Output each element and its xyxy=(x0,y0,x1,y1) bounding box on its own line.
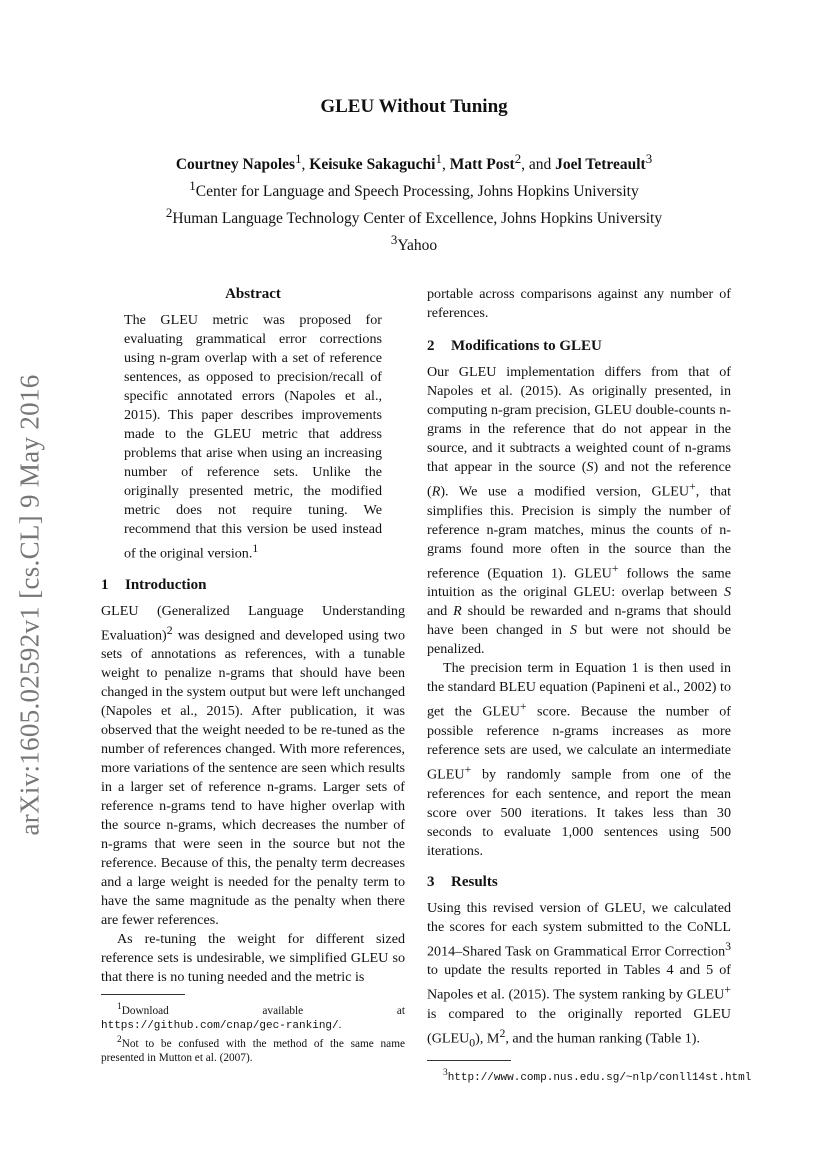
footnote-1-link[interactable]: https://github.com/cnap/gec-ranking/ xyxy=(101,1020,339,1033)
footnote-rule xyxy=(101,994,185,995)
section-heading-modifications: 2 Modifications to GLEU xyxy=(427,338,602,354)
author-3: Matt Post xyxy=(449,156,515,174)
modifications-paragraph-1: Our GLEU implementation differs from that of Napoles et al. (2015). As originally presented, in computing n-gram precision, GLEU double-counts n-grams in the reference that do not appear in the source, and it subtracts a weighted count of n-grams that appear in the source (S) and not the reference (R). We use a modified version, GLEU+, that simplifies this. Precision is simply the number of reference n-gram matches, minus the counts of n-grams found more often in the source than the reference (Equation 1). GLEU+ follows the same intuition as the original GLEU: overlap between S and R should be rewarded and n-grams that should have been changed in S but were not should be penalized. xyxy=(427,364,732,658)
intro-continued: portable across comparisons against any number of references. xyxy=(427,286,731,321)
left-column xyxy=(101,285,405,1065)
footnote-rule-right xyxy=(427,1060,511,1061)
arxiv-watermark: arXiv:1605.02592v1 [cs.CL] 9 May 2016 xyxy=(14,374,45,836)
abstract-text: The GLEU metric was proposed for evaluating grammatical error corrections using n-gram overlap with a set of reference sentences, as opposed to precision/recall of specific annotated errors (Napoles et al., 2015). This paper describes improvements made to the GLEU metric that address problems that arise when using an increasing number of reference sets. Unlike the originally presented metric, the modified metric does not require tuning. We recommend that this version be used instead of the original version.$^1$ xyxy=(124,312,382,562)
intro-paragraph-1: GLEU (Generalized Language Understanding Evaluation)$^2$ was designed and developed using two sets of annotations as references, with a tunable weight to penalize n-grams that should have been changed in the system output but were left unchanged (Napoles et al., 2015). After publication, it was observed that the weight needed to be re-tuned as the number of references changed. With more references, more variations of the sentence are seen which results in a larger set of reference n-grams. Larger sets of reference n-grams tend to have higher overlap with the source n-grams, which decreases the number of n-grams that were seen in the source but not the reference. Because of this, the penalty term decreases and a large weight is needed for the penalty term to have the same magnitude as the penalty when there are fewer references. xyxy=(101,602,405,929)
footnote-2: $^2$Not to be confused with the method of the same name presented in Mutton et al. (2007). xyxy=(101,1035,405,1064)
modifications-paragraph-2: The precision term in Equation 1 is then used in the standard BLEU equation (Papineni et al., 2002) to get the GLEU+ score. Because the number of possible reference n-grams increases as more reference sets are used, we calculate an intermediate GLEU+ by randomly sample from one of the references for each sentence, and report the mean score over 500 iterations. It takes less than 30 seconds to evaluate 1,000 sentences using 500 iterations. xyxy=(427,660,731,859)
author-block xyxy=(0,148,828,257)
intro-paragraph-2: As re-tuning the weight for different sized reference sets is undesirable, we simplified GLEU so that there is no tuning needed and the metric is xyxy=(101,931,405,986)
footnote-1: $^1$Download available at https://github.com/cnap/gec-ranking/. xyxy=(101,1002,405,1033)
abstract-heading: Abstract xyxy=(225,286,281,302)
right-column xyxy=(427,285,752,1084)
affiliation-1: $^1$Center for Language and Speech Processing, Johns Hopkins University xyxy=(189,178,639,201)
affiliation-2: $^2$Human Language Technology Center of Excellence, Johns Hopkins University xyxy=(165,205,663,228)
author-2: Keisuke Sakaguchi xyxy=(309,156,436,174)
author-4: Joel Tetreault xyxy=(555,156,646,174)
affiliation-3: $^3$Yahoo xyxy=(390,232,438,255)
footnote-3-link[interactable]: http://www.comp.nus.edu.sg/~nlp/conll14st.html xyxy=(447,1071,752,1084)
section-heading-introduction: 1 Introduction xyxy=(101,576,207,593)
results-paragraph-1: Using this revised version of GLEU, we calculated the scores for each system submitted to the CoNLL 2014–Shared Task on Grammatical Error Correction$^3$ to update the results reported in Tables 4 and 5 of Napoles et al. (2015). The system ranking by GLEU+ is compared to the originally reported GLEU $(GLEU_0)$, $M^2$, and the human ranking (Table 1). xyxy=(427,899,731,1050)
author-1: Courtney Napoles xyxy=(175,156,296,174)
footnote-3: $^3$http://www.comp.nus.edu.sg/~nlp/conll14st.html xyxy=(443,1067,752,1084)
author-names: Courtney Napoles$^1$, Keisuke Sakaguchi$^1$, Matt Post$^2$, and Joel Tetreault$^3$ xyxy=(175,151,653,174)
paper-title: GLEU Without Tuning xyxy=(320,96,508,117)
section-heading-results: 3 Results xyxy=(427,873,498,890)
